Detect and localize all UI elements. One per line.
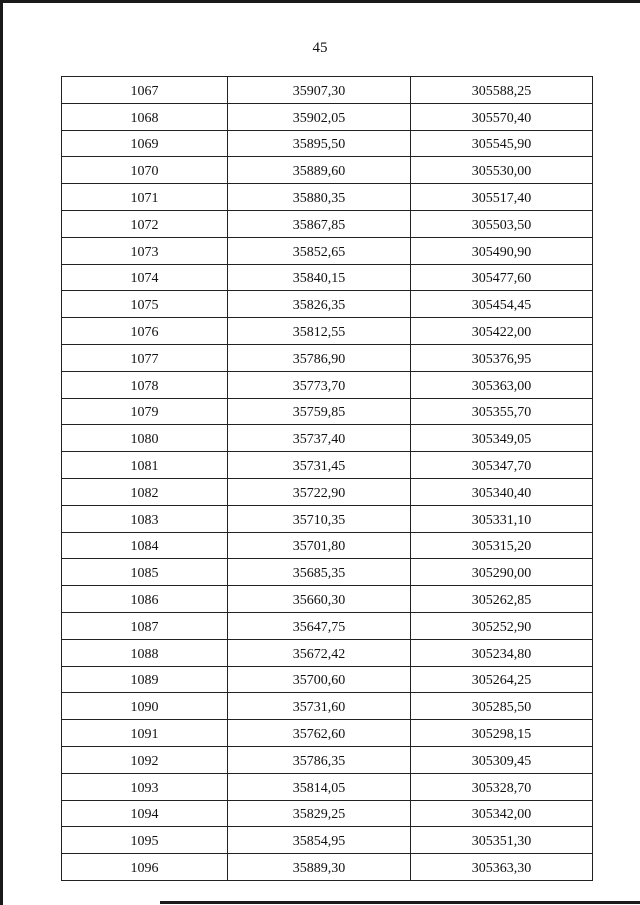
x-coordinate-cell: 35852,65 (228, 237, 411, 264)
y-coordinate-cell: 305331,10 (411, 505, 593, 532)
page-border-bottom (160, 901, 640, 904)
x-coordinate-cell: 35773,70 (228, 371, 411, 398)
page-border-top (0, 0, 640, 3)
x-coordinate-cell: 35889,60 (228, 157, 411, 184)
point-number-cell: 1077 (62, 344, 228, 371)
point-number-cell: 1076 (62, 318, 228, 345)
point-number-cell: 1096 (62, 854, 228, 881)
y-coordinate-cell: 305328,70 (411, 773, 593, 800)
y-coordinate-cell: 305503,50 (411, 210, 593, 237)
x-coordinate-cell: 35722,90 (228, 478, 411, 505)
y-coordinate-cell: 305309,45 (411, 746, 593, 773)
y-coordinate-cell: 305315,20 (411, 532, 593, 559)
x-coordinate-cell: 35672,42 (228, 639, 411, 666)
table-row (62, 586, 593, 613)
x-coordinate-cell: 35907,30 (228, 77, 411, 104)
table-row (62, 103, 593, 130)
point-number-cell: 1074 (62, 264, 228, 291)
table-row (62, 666, 593, 693)
table-row (62, 291, 593, 318)
table-row (62, 425, 593, 452)
point-number-cell: 1087 (62, 612, 228, 639)
point-number-cell: 1084 (62, 532, 228, 559)
table-row (62, 532, 593, 559)
table-row (62, 210, 593, 237)
point-number-cell: 1092 (62, 746, 228, 773)
point-number-cell: 1067 (62, 77, 228, 104)
table-row (62, 77, 593, 104)
point-number-cell: 1083 (62, 505, 228, 532)
point-number-cell: 1089 (62, 666, 228, 693)
x-coordinate-cell: 35854,95 (228, 827, 411, 854)
point-number-cell: 1073 (62, 237, 228, 264)
x-coordinate-cell: 35812,55 (228, 318, 411, 345)
x-coordinate-cell: 35647,75 (228, 612, 411, 639)
y-coordinate-cell: 305252,90 (411, 612, 593, 639)
point-number-cell: 1069 (62, 130, 228, 157)
point-number-cell: 1072 (62, 210, 228, 237)
page-border-left (0, 0, 3, 905)
table-row (62, 854, 593, 881)
point-number-cell: 1095 (62, 827, 228, 854)
table-row (62, 157, 593, 184)
x-coordinate-cell: 35710,35 (228, 505, 411, 532)
table-row (62, 827, 593, 854)
table-row (62, 264, 593, 291)
y-coordinate-cell: 305234,80 (411, 639, 593, 666)
x-coordinate-cell: 35829,25 (228, 800, 411, 827)
table-row (62, 720, 593, 747)
y-coordinate-cell: 305588,25 (411, 77, 593, 104)
x-coordinate-cell: 35880,35 (228, 184, 411, 211)
point-number-cell: 1086 (62, 586, 228, 613)
y-coordinate-cell: 305477,60 (411, 264, 593, 291)
table-row (62, 371, 593, 398)
x-coordinate-cell: 35685,35 (228, 559, 411, 586)
x-coordinate-cell: 35786,35 (228, 746, 411, 773)
table-row (62, 505, 593, 532)
x-coordinate-cell: 35700,60 (228, 666, 411, 693)
point-number-cell: 1070 (62, 157, 228, 184)
y-coordinate-cell: 305376,95 (411, 344, 593, 371)
point-number-cell: 1075 (62, 291, 228, 318)
point-number-cell: 1090 (62, 693, 228, 720)
y-coordinate-cell: 305298,15 (411, 720, 593, 747)
x-coordinate-cell: 35826,35 (228, 291, 411, 318)
x-coordinate-cell: 35902,05 (228, 103, 411, 130)
y-coordinate-cell: 305530,00 (411, 157, 593, 184)
y-coordinate-cell: 305545,90 (411, 130, 593, 157)
x-coordinate-cell: 35895,50 (228, 130, 411, 157)
x-coordinate-cell: 35762,60 (228, 720, 411, 747)
coordinates-table-body (62, 77, 593, 881)
point-number-cell: 1081 (62, 452, 228, 479)
y-coordinate-cell: 305363,30 (411, 854, 593, 881)
y-coordinate-cell: 305347,70 (411, 452, 593, 479)
y-coordinate-cell: 305342,00 (411, 800, 593, 827)
y-coordinate-cell: 305355,70 (411, 398, 593, 425)
x-coordinate-cell: 35759,85 (228, 398, 411, 425)
x-coordinate-cell: 35737,40 (228, 425, 411, 452)
y-coordinate-cell: 305454,45 (411, 291, 593, 318)
point-number-cell: 1080 (62, 425, 228, 452)
y-coordinate-cell: 305290,00 (411, 559, 593, 586)
table-row (62, 559, 593, 586)
table-row (62, 746, 593, 773)
x-coordinate-cell: 35889,30 (228, 854, 411, 881)
x-coordinate-cell: 35814,05 (228, 773, 411, 800)
y-coordinate-cell: 305264,25 (411, 666, 593, 693)
y-coordinate-cell: 305490,90 (411, 237, 593, 264)
x-coordinate-cell: 35786,90 (228, 344, 411, 371)
y-coordinate-cell: 305517,40 (411, 184, 593, 211)
table-row (62, 184, 593, 211)
table-row (62, 773, 593, 800)
table-row (62, 693, 593, 720)
y-coordinate-cell: 305340,40 (411, 478, 593, 505)
table-row (62, 800, 593, 827)
table-row (62, 612, 593, 639)
x-coordinate-cell: 35840,15 (228, 264, 411, 291)
y-coordinate-cell: 305570,40 (411, 103, 593, 130)
page-number: 45 (312, 40, 328, 56)
y-coordinate-cell: 305285,50 (411, 693, 593, 720)
table-row (62, 237, 593, 264)
y-coordinate-cell: 305422,00 (411, 318, 593, 345)
table-row (62, 639, 593, 666)
x-coordinate-cell: 35660,30 (228, 586, 411, 613)
y-coordinate-cell: 305349,05 (411, 425, 593, 452)
table-row (62, 398, 593, 425)
y-coordinate-cell: 305363,00 (411, 371, 593, 398)
x-coordinate-cell: 35867,85 (228, 210, 411, 237)
point-number-cell: 1079 (62, 398, 228, 425)
x-coordinate-cell: 35731,45 (228, 452, 411, 479)
table-row (62, 344, 593, 371)
table-row (62, 318, 593, 345)
point-number-cell: 1094 (62, 800, 228, 827)
y-coordinate-cell: 305351,30 (411, 827, 593, 854)
point-number-cell: 1085 (62, 559, 228, 586)
point-number-cell: 1078 (62, 371, 228, 398)
point-number-cell: 1068 (62, 103, 228, 130)
x-coordinate-cell: 35731,60 (228, 693, 411, 720)
table-row (62, 478, 593, 505)
point-number-cell: 1088 (62, 639, 228, 666)
table-row (62, 130, 593, 157)
table-row (62, 452, 593, 479)
y-coordinate-cell: 305262,85 (411, 586, 593, 613)
point-number-cell: 1071 (62, 184, 228, 211)
point-number-cell: 1093 (62, 773, 228, 800)
point-number-cell: 1082 (62, 478, 228, 505)
point-number-cell: 1091 (62, 720, 228, 747)
x-coordinate-cell: 35701,80 (228, 532, 411, 559)
coordinates-table (61, 76, 593, 881)
